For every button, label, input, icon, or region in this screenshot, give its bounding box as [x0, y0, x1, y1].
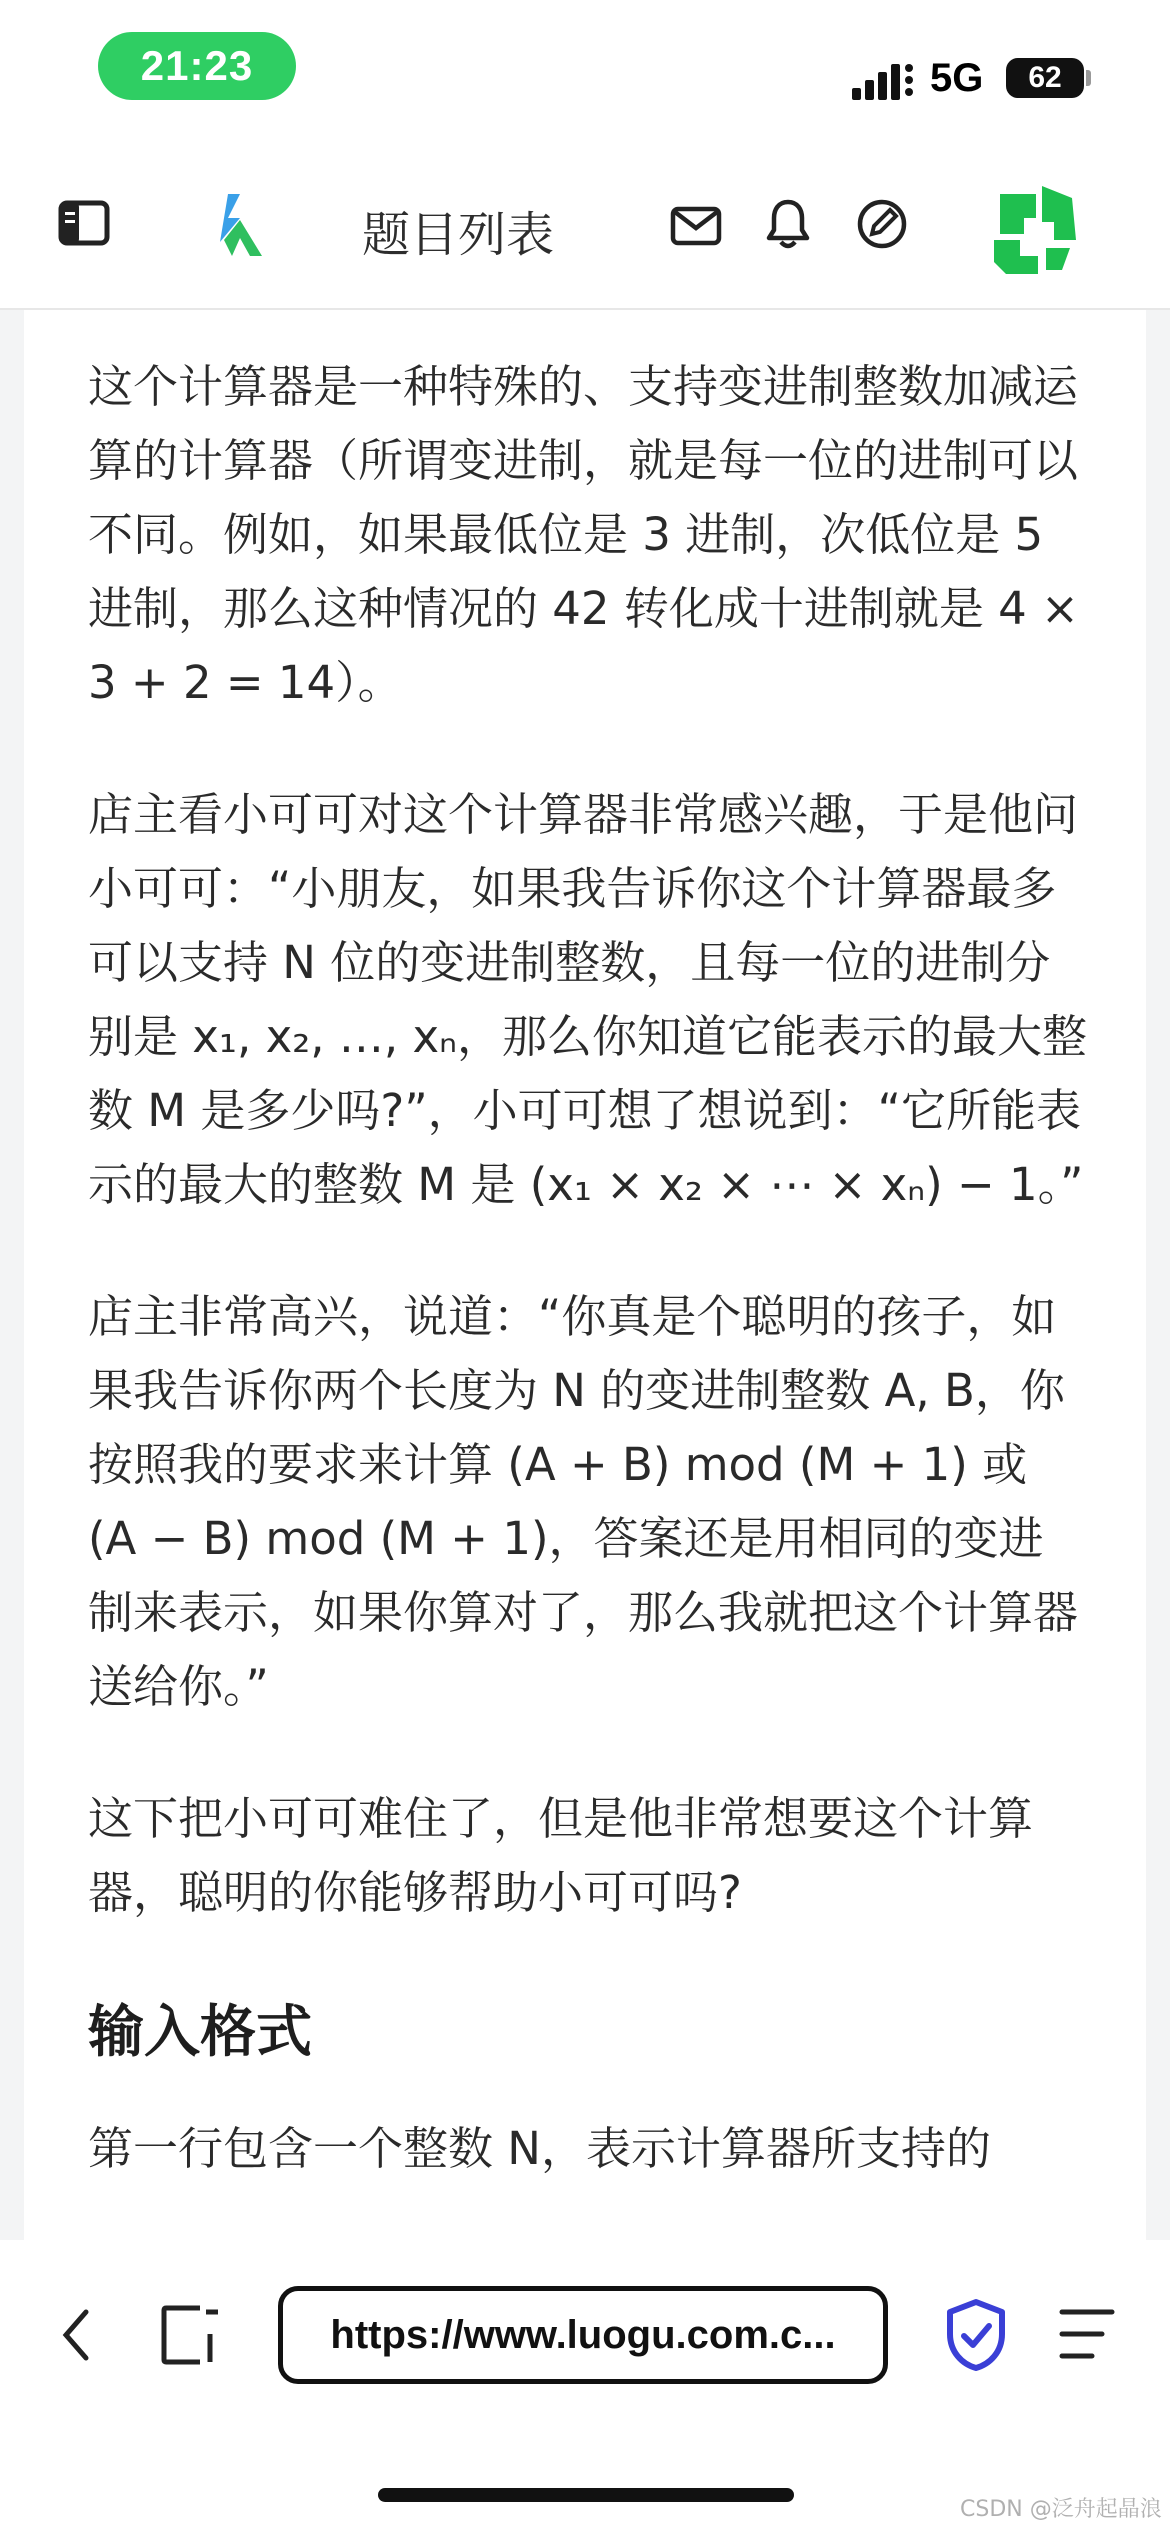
mail-icon[interactable] [670, 206, 722, 246]
problem-text-container [88, 350, 1088, 2240]
page-title: 题目列表 [362, 207, 555, 263]
problem-content [24, 310, 1146, 2240]
bell-icon[interactable] [766, 198, 810, 250]
paragraph-1: 这个计算器是一种特殊的、支持变进制整数加减运算的计算器（所谓变进制，就是每一位的进制可以不同。例如，如果最低位是 3 进制，次低位是 5 进制，那么这种情况的 42 转化成十进制就是 4 × 3 + 2 = 14）。 [88, 360, 1079, 709]
luogu-logo[interactable] [210, 190, 270, 262]
sidebar-toggle-icon[interactable] [58, 200, 110, 246]
url-bar[interactable] [278, 2286, 888, 2384]
battery-icon [1006, 58, 1084, 98]
paragraph-4: 这下把小可可难住了，但是他非常想要这个计算器，聪明的你能够帮助小可可吗? [88, 1792, 1034, 1919]
edit-icon[interactable] [856, 198, 908, 250]
time-display: 21:23 [98, 32, 296, 100]
home-indicator[interactable] [378, 2488, 794, 2502]
paragraph-3: 店主非常高兴，说道：“你真是个聪明的孩子，如果我告诉你两个长度为 N 的变进制整数 A, B，你按照我的要求来计算 (A + B) mod (M + 1) 或 (A − B) mod (M + 1)，答案还是用相同的变进制来表示，如果你算对了，那么我就把这个计算器送给你。” [88, 1290, 1079, 1713]
paragraph-2: 店主看小可可对这个计算器非常感兴趣，于是他问小可可：“小朋友，如果我告诉你这个计算器最多可以支持 N 位的变进制整数，且每一位的进制分别是 x₁, x₂, …, xₙ，那么你知道它能表示的最大整数 M 是多少吗?”，小可可想了想说到：“它所能表示的最大的整数 M 是 (x₁ × x₂ × ⋯ × xₙ) − 1。” [88, 788, 1088, 1211]
battery-level: 62 [1028, 61, 1062, 94]
status-bar [0, 0, 1170, 150]
section-text: 第一行包含一个整数 N，表示计算器所支持的 [88, 2122, 991, 2175]
section-heading-input-format: 输入格式 [88, 2000, 312, 2065]
avatar[interactable] [980, 178, 1084, 282]
menu-icon[interactable] [1058, 2306, 1116, 2362]
url-text: https://www.luogu.com.c... [330, 2312, 836, 2357]
back-icon[interactable] [60, 2308, 90, 2362]
network-type: 5G [930, 56, 984, 100]
tabs-icon[interactable] [160, 2304, 222, 2366]
signal-bars-icon [852, 62, 916, 100]
app-header [0, 150, 1170, 310]
shield-icon[interactable] [944, 2298, 1008, 2372]
watermark: CSDN @泛舟起晶浪 [960, 2497, 1162, 2522]
battery-tip [1086, 70, 1091, 86]
